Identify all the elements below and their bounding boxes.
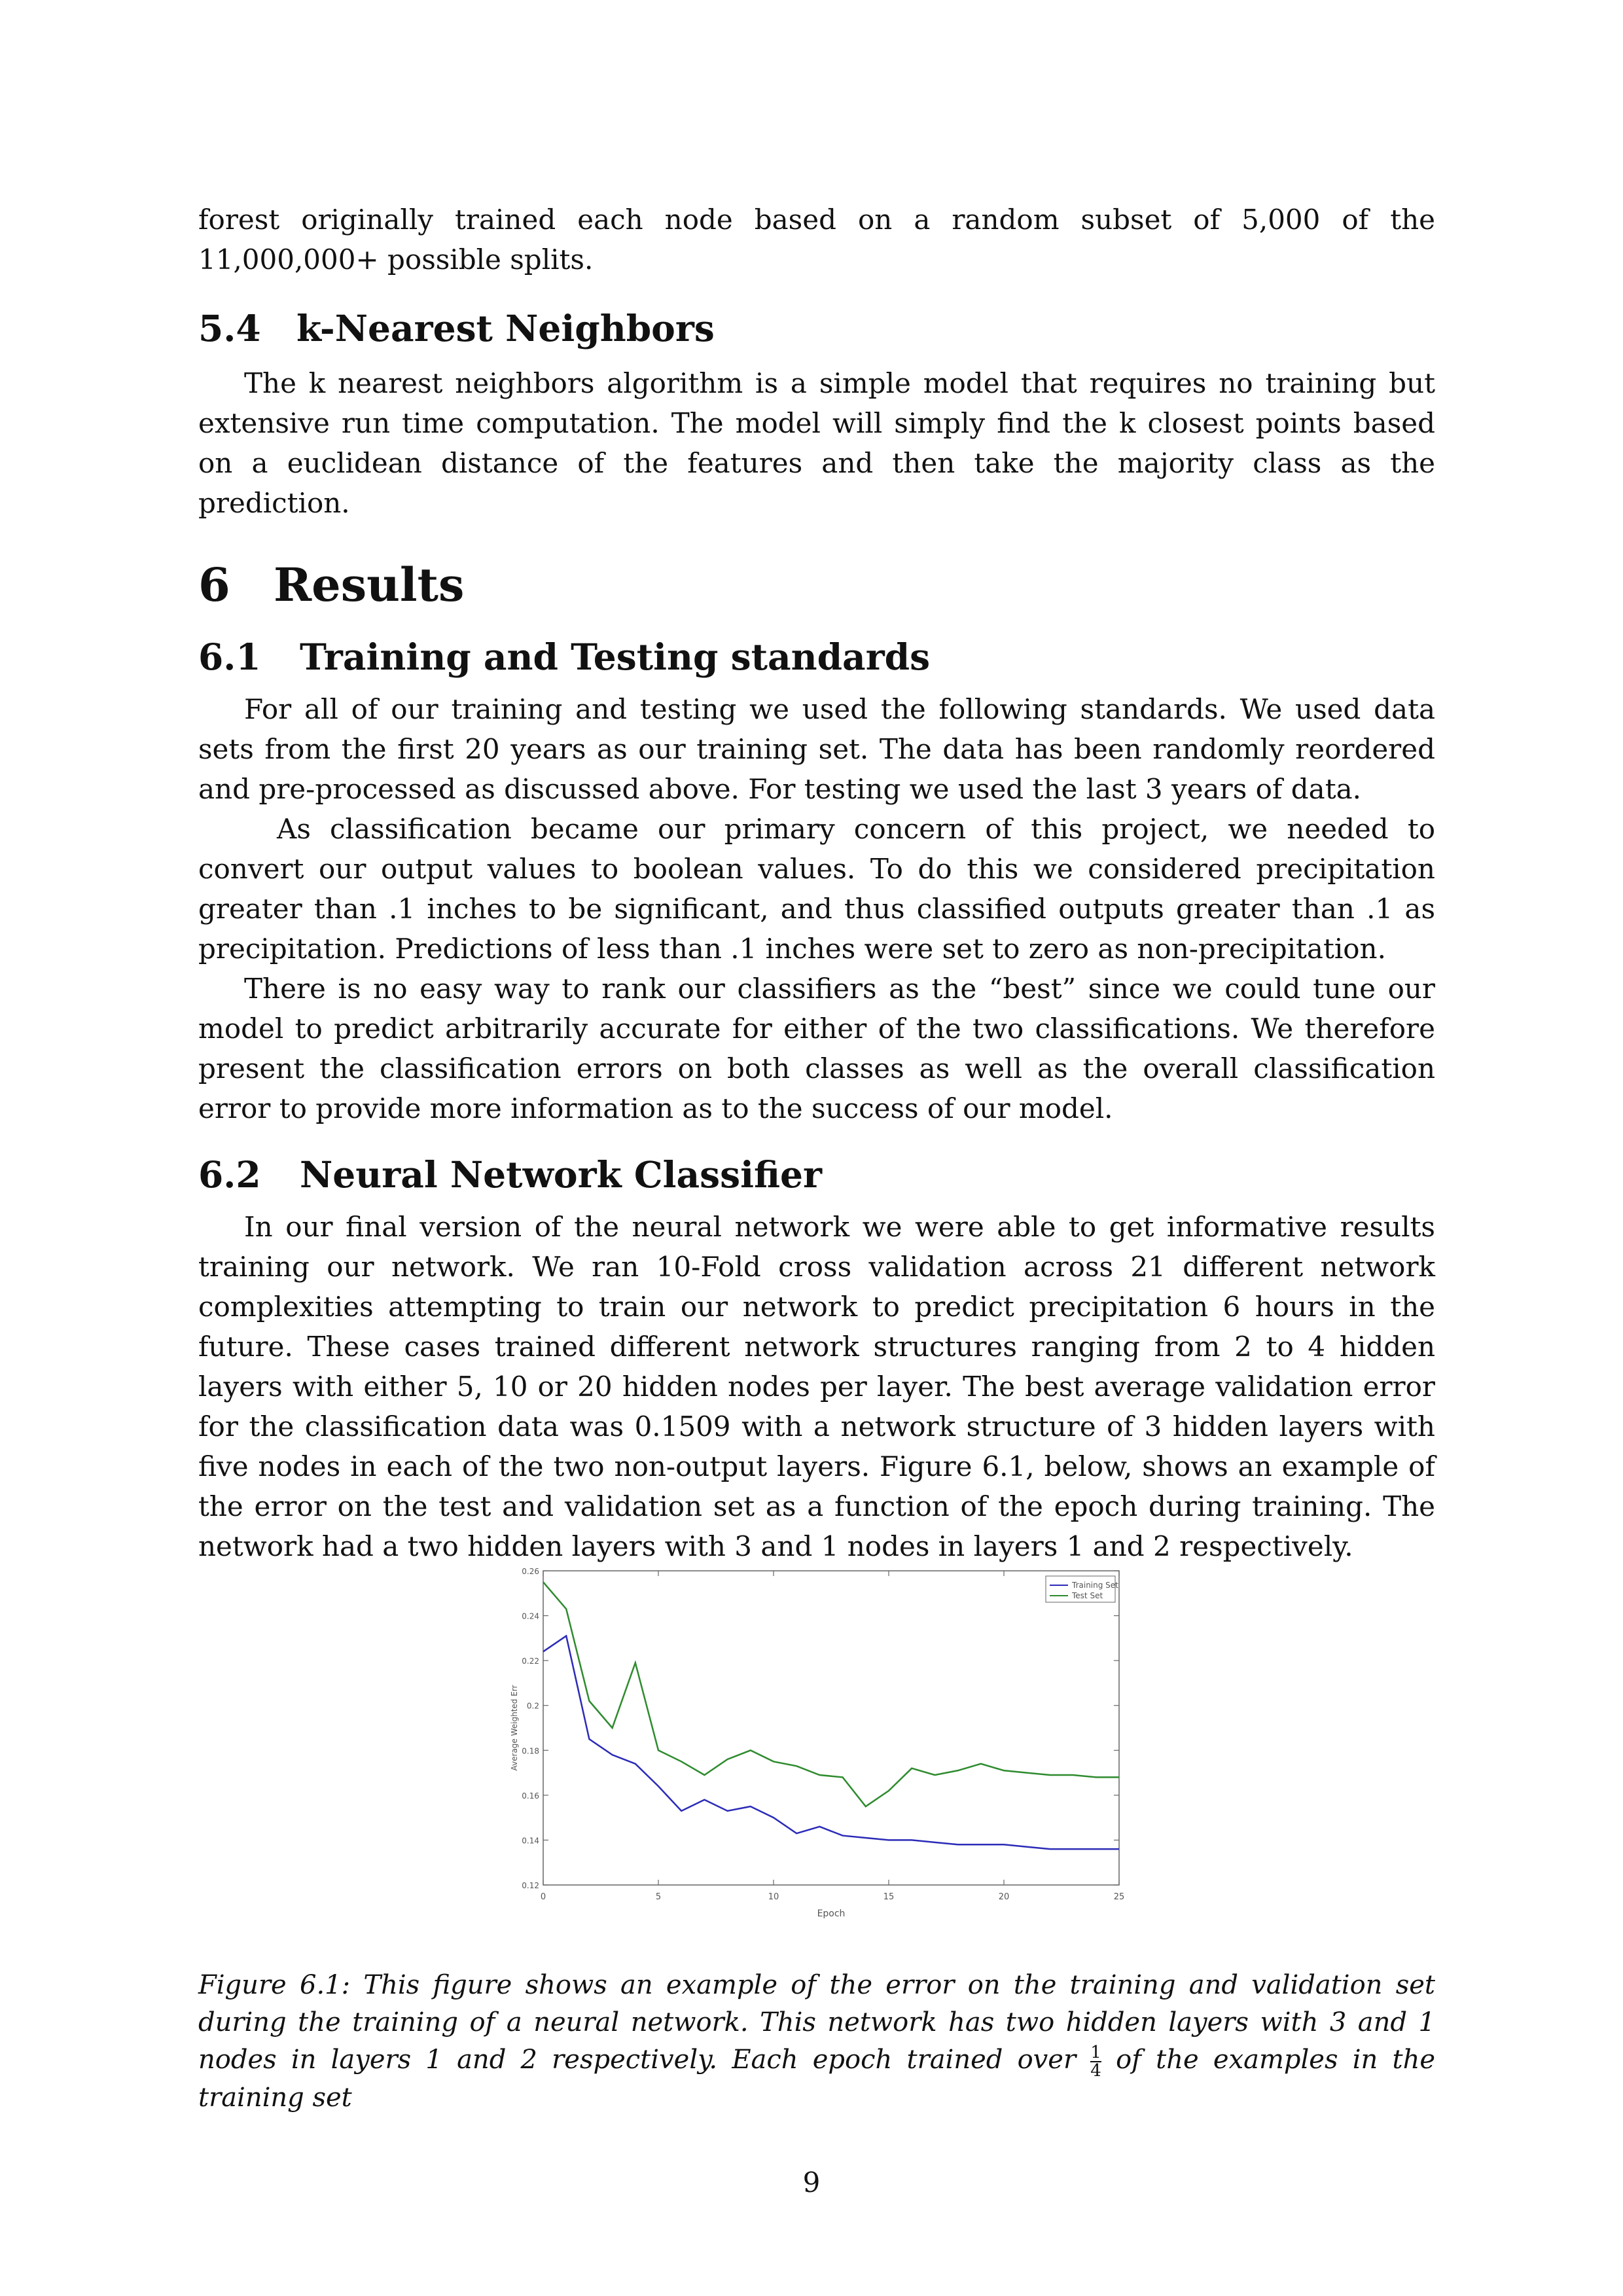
paragraph-top: forest originally trained each node based on a random subset of 5,000 of the 11,000,000+ possible splits. (198, 204, 1435, 276)
section-heading-5-4 (198, 306, 1435, 351)
series-line (543, 1636, 1119, 1849)
paragraph-6-1-a: For all of our training and testing we used the following standards. We used data sets from the first 20 years as our training set. The data has been randomly reordered and pre-processed as discussed above. For testing we used the last 3 years of data. (198, 693, 1435, 805)
body-text (198, 200, 1435, 1566)
x-axis-label: Epoch (817, 1909, 846, 1919)
section-heading-6-2 (198, 1152, 1435, 1198)
figure-6-1-chart (504, 1558, 1132, 1924)
section-title: Training and Testing standards (300, 636, 931, 678)
y-axis-label: Average Weighted Err (510, 1685, 519, 1771)
section-title: Results (274, 558, 465, 612)
y-tick-label: 0.22 (522, 1657, 539, 1666)
y-tick-label: 0.12 (522, 1881, 539, 1890)
paragraph-6-1-b: As classification became our primary concern of this project, we needed to convert our output values to boolean values. To do this we considered precipitation greater than .1 inches to be significant, and thus classified outputs greater than .1 as precipitation. Predictions of less than .1 inches were set to zero as non-precipitation. (198, 813, 1435, 965)
y-tick-label: 0.2 (526, 1701, 539, 1711)
section-number: 6.1 (198, 636, 261, 678)
x-tick-label: 25 (1113, 1892, 1125, 1902)
section-heading-6 (198, 556, 1435, 615)
section-number: 6.2 (198, 1153, 261, 1196)
paragraph-6-1-c: There is no easy way to rank our classifiers as the “best” since we could tune our model to predict arbitrarily accurate for either of the two classifications. We therefore present the classification errors on both classes as well as the overall classification error to provide more information as to the success of our model. (198, 973, 1435, 1124)
plot-frame (543, 1571, 1119, 1885)
x-tick-label: 10 (768, 1892, 779, 1902)
section-number: 5.4 (198, 307, 261, 350)
y-tick-label: 0.24 (522, 1611, 539, 1621)
x-tick-label: 15 (883, 1892, 895, 1902)
legend (1046, 1576, 1118, 1602)
x-tick-label: 5 (655, 1892, 662, 1902)
fraction-denominator: 4 (1090, 2061, 1101, 2081)
section-number: 6 (198, 558, 230, 612)
paragraph-6-2: In our final version of the neural network we were able to get informative results training our network. We ran 10-Fold cross validation across 21 different network complexities attempting to train our network to predict precipitation 6 hours in the future. These cases trained different network structures ranging from 2 to 4 hidden layers with either 5, 10 or 20 hidden nodes per layer. The best average validation error for the classification data was 0.1509 with a network structure of 3 hidden layers with five nodes in each of the two non-output layers. Figure 6.1, below, shows an example of the error on the test and validation set as a function of the epoch during training. The network had a two hidden layers with 3 and 1 nodes in layers 1 and 2 respectively. (198, 1211, 1435, 1562)
y-tick-label: 0.14 (522, 1836, 539, 1846)
x-tick-label: 0 (540, 1892, 546, 1902)
caption-text-after: of the examples in the training set (198, 2045, 1435, 2113)
page-number: 9 (802, 2166, 821, 2198)
series-lines (543, 1582, 1119, 1849)
section-title: k-Nearest Neighbors (296, 307, 715, 350)
y-tick-label: 0.18 (522, 1746, 539, 1756)
caption-text-before: Figure 6.1: This figure shows an example of the error on the training and validation set during the training of a neural network. This network has two hidden layers with 3 and 1 nodes in layers 1 and 2 respectively. Each epoch trained over (198, 1970, 1435, 2075)
fraction (1090, 2044, 1101, 2079)
section-heading-6-1 (198, 634, 1435, 680)
section-title: Neural Network Classifier (300, 1153, 822, 1196)
paragraph-knn: The k nearest neighbors algorithm is a simple model that requires no training but extensive run time computation. The model will simply find the k closest points based on a euclidean distance of the features and then take the majority class as the prediction. (198, 367, 1435, 519)
legend-entry: Test Set (1072, 1591, 1103, 1600)
legend-entry: Training Set (1072, 1581, 1118, 1590)
y-tick-label: 0.16 (522, 1791, 539, 1801)
series-line (543, 1582, 1119, 1806)
fraction-numerator: 1 (1090, 2043, 1101, 2062)
y-tick-label: 0.26 (522, 1567, 539, 1576)
x-tick-label: 20 (998, 1892, 1010, 1902)
axis-ticks (522, 1567, 1124, 1902)
figure-caption (198, 1967, 1435, 2117)
plot-border (543, 1571, 1119, 1885)
